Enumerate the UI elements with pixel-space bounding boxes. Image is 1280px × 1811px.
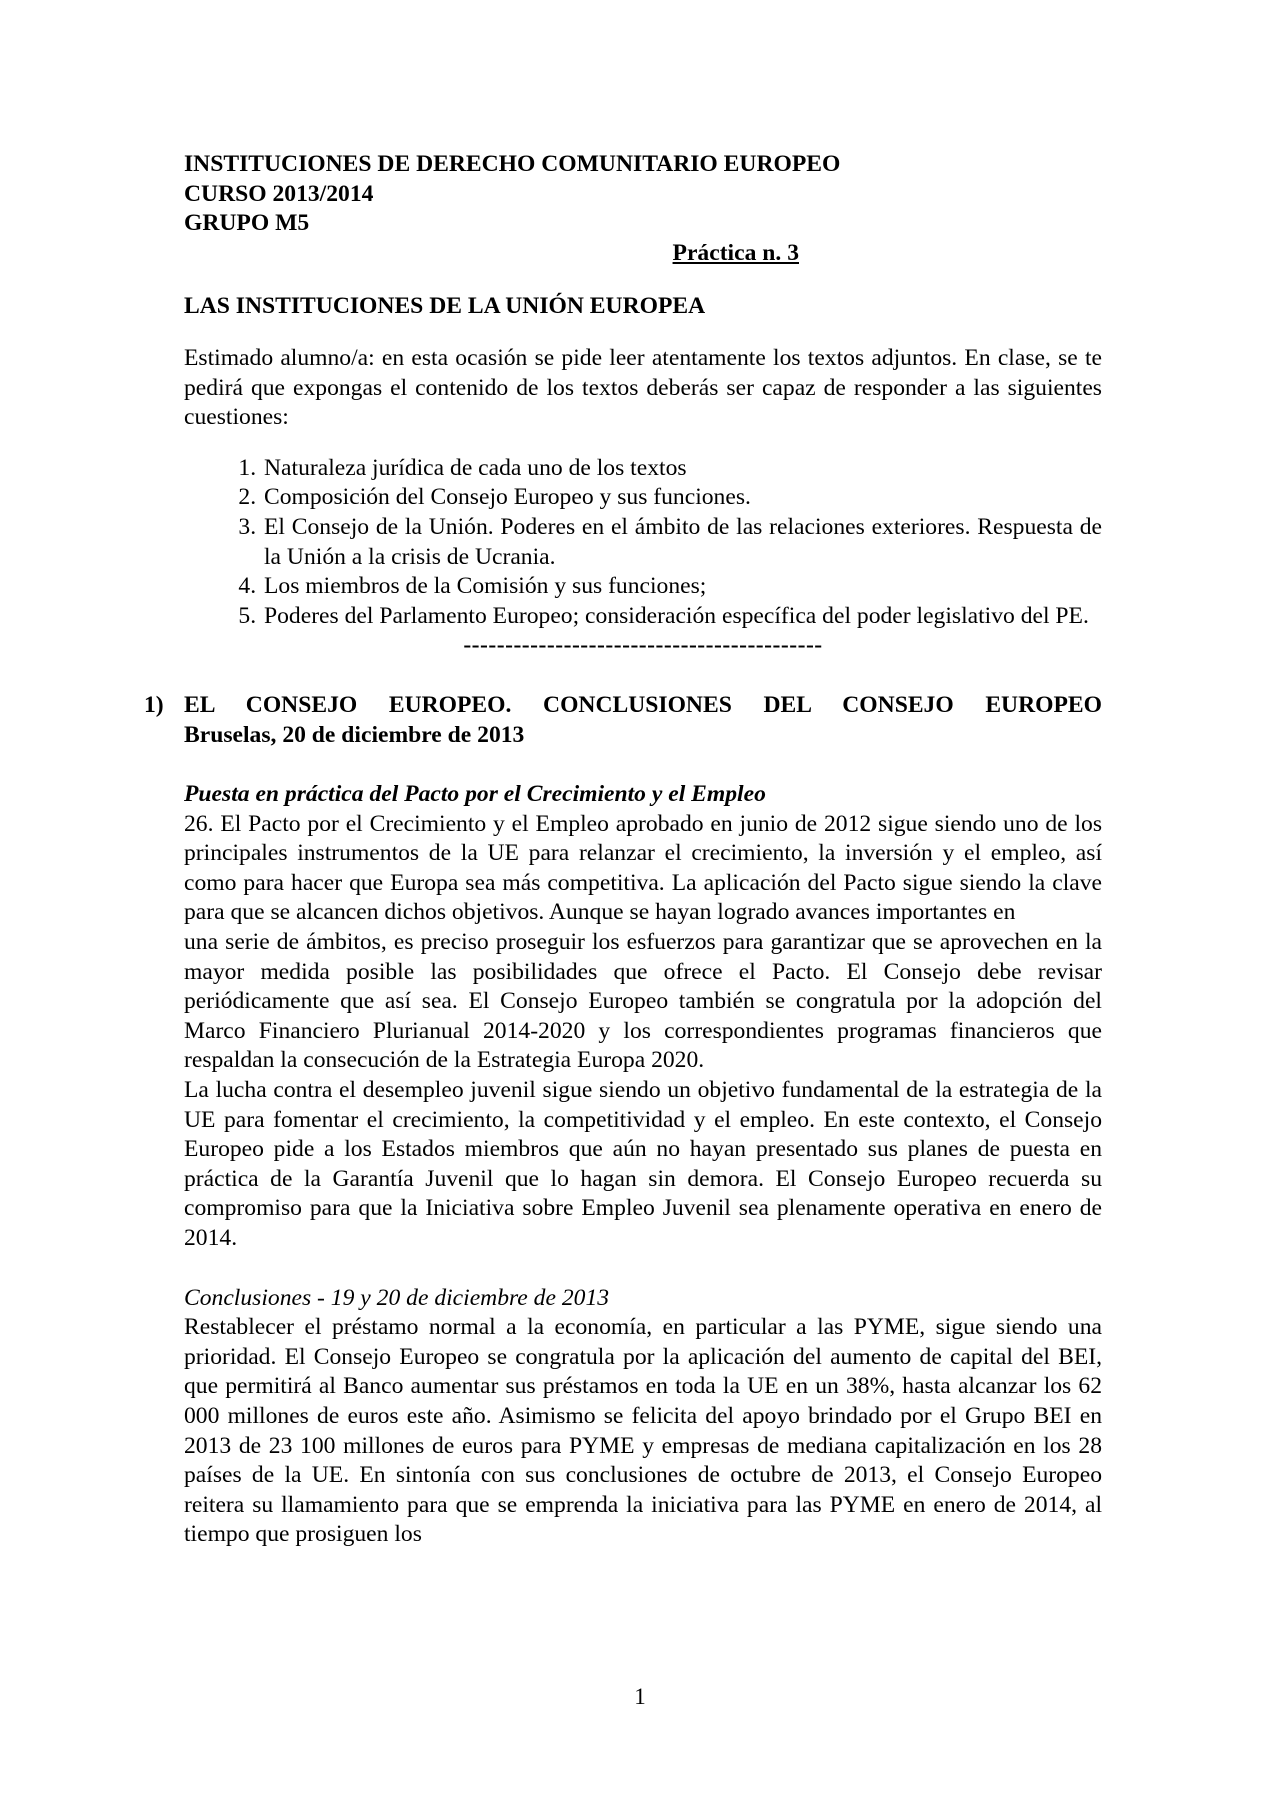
separator-line: ------------------------------------------- [463, 632, 823, 659]
course-group: GRUPO M5 [184, 210, 310, 237]
paragraph-lending: Restablecer el préstamo normal a la economía, en particular a las PYME, sigue siendo una prioridad. El Consejo Europeo se congratula por la aplicación del aumento de capital del BEI, que permitirá al Banco aumentar sus préstamos en toda la UE en un 38%, hasta alcanzar los 62 000 millones de euros este año. Asimismo se felicita del apoyo brindado por el Grupo BEI en 2013 de 23 100 millones de euros para PYME y empresas de mediana capitalización en los 28 países de la UE. En sintonía con sus conclusiones de octubre de 2013, el Consejo Europeo reitera su llamamiento para que se emprenda la iniciativa para las PYME en enero de 2014, al tiempo que prosiguen los [184, 1314, 1102, 1548]
question-item: 1. Naturaleza jurídica de cada uno de los textos [262, 454, 1102, 484]
practice-number: Práctica n. 3 [672, 239, 799, 266]
document-body [144, 150, 1102, 1550]
subheading-pacto: Puesta en práctica del Pacto por el Crecimiento y el Empleo [184, 781, 766, 808]
subheading-conclusiones: Conclusiones - 19 y 20 de diciembre de 2013 [184, 1284, 610, 1311]
page-number: 1 [634, 1684, 646, 1709]
question-item: 4. Los miembros de la Comisión y sus funciones; [262, 572, 1102, 602]
question-item: 3. El Consejo de la Unión. Poderes en el ámbito de las relaciones exteriores. Respuesta de la Unión a la crisis de Ucrania. [262, 513, 1102, 572]
question-item: 2. Composición del Consejo Europeo y sus funciones. [262, 483, 1102, 513]
section-1-title: EL CONSEJO EUROPEO. CONCLUSIONES DEL CONSEJO EUROPEO [184, 691, 1102, 718]
question-item: 5. Poderes del Parlamento Europeo; consideración específica del poder legislativo del PE. [262, 602, 1102, 632]
section-1-number: 1) [144, 691, 164, 718]
section-title: LAS INSTITUCIONES DE LA UNIÓN EUROPEA [184, 293, 706, 320]
paragraph-26-part2: una serie de ámbitos, es preciso proseguir los esfuerzos para garantizar que se aprovechen en la mayor medida posible las posibilidades que ofrece el Pacto. El Consejo debe revisar periódicamente que así sea. El Consejo Europeo también se congratula por la adopción del Marco Financiero Plurianual 2014-2020 y los correspondientes programas financieros que respaldan la consecución de la Estrategia Europa 2020. [184, 929, 1102, 1074]
questions-list [184, 454, 1102, 632]
paragraph-youth-unemployment: La lucha contra el desempleo juvenil sigue siendo un objetivo fundamental de la estrategia de la UE para fomentar el crecimiento, la competitividad y el empleo. En este contexto, el Consejo Europeo pide a los Estados miembros que aún no hayan presentado sus planes de puesta en práctica de la Garantía Juvenil que lo hagan sin demora. El Consejo Europeo recuerda su compromiso para que la Iniciativa sobre Empleo Juvenil sea plenamente operativa en enero de 2014. [184, 1077, 1102, 1251]
paragraph-26-part1: 26. El Pacto por el Crecimiento y el Empleo aprobado en junio de 2012 sigue siendo uno de los principales instrumentos de la UE para relanzar el crecimiento, la inversión y el empleo, así como para hacer que Europa sea más competitiva. La aplicación del Pacto sigue siendo la clave para que se alcancen dichos objetivos. Aunque se hayan logrado avances importantes en [184, 810, 1102, 926]
section-1-subtitle: Bruselas, 20 de diciembre de 2013 [184, 721, 525, 748]
intro-paragraph: Estimado alumno/a: en esta ocasión se pide leer atentamente los textos adjuntos. En clase, se te pedirá que expongas el contenido de los textos deberás ser capaz de responder a las siguientes cuestiones: [184, 344, 1102, 431]
course-year: CURSO 2013/2014 [184, 180, 374, 207]
course-title: INSTITUCIONES DE DERECHO COMUNITARIO EUROPEO [184, 151, 841, 177]
section-1-heading [144, 691, 1102, 721]
